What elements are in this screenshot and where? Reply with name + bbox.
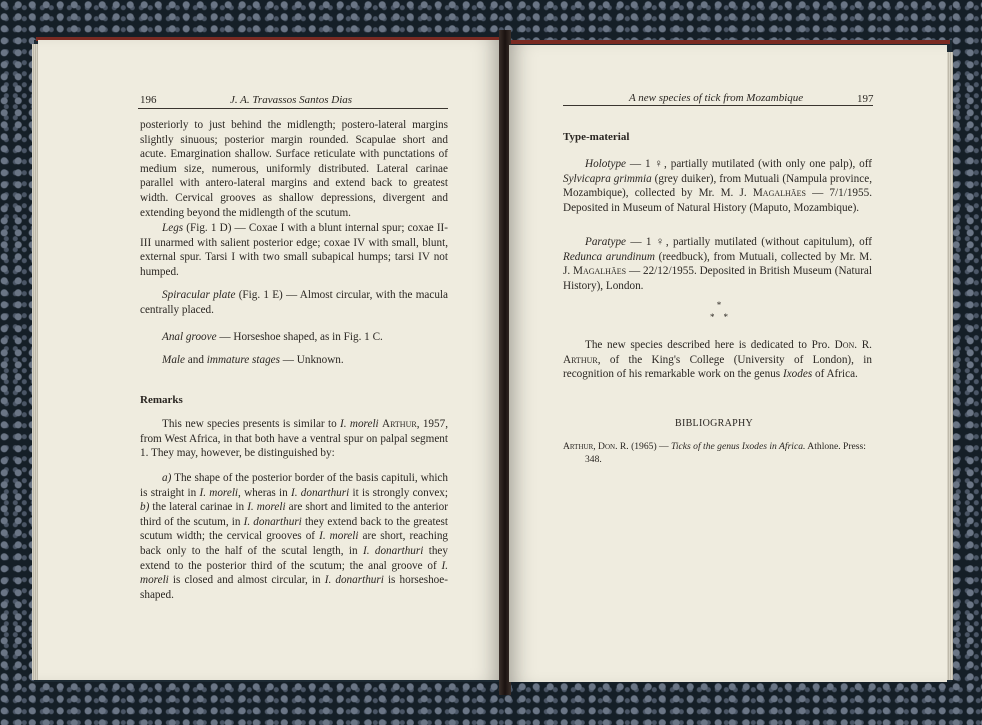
page-number: 197 — [857, 93, 874, 105]
header-rule — [563, 105, 873, 106]
remarks-text-run: I. donarthuri — [324, 574, 384, 587]
remarks-text-run: is closed and almost circular, in — [168, 574, 325, 587]
dedication-text-run: Ixodes — [782, 368, 813, 381]
species-moreli: I. moreli — [340, 418, 379, 430]
asterisk-bottom: * * — [710, 312, 728, 322]
remarks-text-run: they extend to the posterior third of the scutum; the anal groove of — [140, 544, 448, 572]
spiracular-text: (Fig. 1 E) — Almost circular, with the macula centrally placed. — [140, 289, 449, 316]
dedication-text-run: of Africa. — [812, 368, 858, 381]
paratype-paragraph — [563, 235, 872, 293]
remarks-text-run: I. donarthuri — [362, 544, 424, 557]
remarks-p1-a: This new species presents is similar to — [162, 418, 341, 430]
paratype-text-run: — 1 ♀, partially mutilated (without capitulum), off — [626, 236, 872, 248]
cover-left — [0, 0, 34, 725]
bib-text-run: Arthur, Don. R. — [563, 441, 629, 452]
right-page — [509, 45, 947, 682]
remarks-text-run: The shape of the posterior border of the basis capituli, which is straight in — [140, 472, 448, 499]
para-scutum: posteriorly to just behind the midlength; postero-lateral margins slightly sinuous; posterior margin rounded. Scapulae short and acute. Emargination shallow. Surface reticulate with punctations of medium size, numerous, uniformly distributed. Lateral carinae parallel with antero-lateral margins and extend back to greatest width. Cervical grooves as shallow depressions, divergent and extending beyond the midlength of the scutum. — [140, 119, 448, 219]
page-number: 196 — [140, 94, 157, 106]
dedication-text-run: The new species described here is dedicated to Pro. — [585, 339, 835, 351]
dedication-text-run: Don. R. Arthur — [563, 339, 872, 366]
male-label: Male — [162, 354, 185, 366]
remarks-text-run: b) — [140, 501, 150, 514]
author-arthur: Arthur — [381, 418, 417, 430]
running-head: J. A. Travassos Santos Dias — [230, 94, 353, 106]
remarks-text-run: are short, reaching back only to the half of the scutal length, in — [140, 530, 449, 557]
bib-text — [563, 441, 872, 466]
remarks-text-run: the lateral carinae in — [149, 501, 248, 514]
remarks-text-run: , wheras in — [238, 486, 291, 499]
bib-text-run: Athlone. Press: 348. — [585, 441, 866, 465]
remarks-text-run: it is strongly convex; — [349, 486, 449, 499]
remarks-text-run: I. moreli — [319, 530, 359, 543]
male-text: — Unknown. — [279, 354, 344, 366]
legs-text: (Fig. 1 D) — Coxae I with a blunt internal spur; coxae II-III unarmed with salient posterior edge; coxae IV with small, blunt, external spur. Tarsi I with two small subapical humps; tarsi IV not humped. — [140, 222, 448, 278]
bib-text-run: (1965) — — [628, 441, 672, 452]
bibliography-entry — [563, 441, 872, 466]
asterisk-top: * — [716, 300, 722, 310]
remarks-text-run: is horseshoe-shaped. — [140, 574, 448, 601]
remarks-paragraph-1 — [140, 417, 448, 461]
paratype-text-run: — 22/12/1955. Deposited in British Museum (Natural History), London. — [563, 265, 872, 292]
remarks-text-run: I. moreli — [140, 559, 448, 587]
holotype-text-run: Sylvicapra grimmia — [563, 172, 652, 185]
anal-paragraph — [140, 330, 448, 345]
remarks-text-run: they extend back to the greatest scutum width; the cervical grooves of — [140, 515, 448, 543]
remarks-text-run: I. donarthuri — [243, 515, 302, 528]
cover-top — [0, 0, 982, 40]
body-paragraph — [140, 118, 448, 220]
remarks-text-run: I. moreli — [247, 501, 286, 514]
immature-label: immature stages — [206, 354, 280, 366]
paratype-text — [563, 235, 872, 293]
holotype-text-run: Magalhães — [752, 187, 806, 200]
holotype-text — [563, 157, 872, 215]
remarks-text-run: I. donarthuri — [290, 486, 350, 499]
header-rule — [138, 108, 448, 109]
dedication-paragraph — [563, 338, 872, 382]
holotype-paragraph — [563, 157, 872, 215]
paratype-text-run: Paratype — [585, 236, 627, 248]
cover-right — [952, 0, 982, 725]
section-asterisks — [659, 299, 779, 323]
remarks-p2-text — [140, 471, 448, 602]
type-material-heading: Type-material — [563, 131, 630, 143]
dedication-text-run: , of the King's College (University of London), in recognition of his remarkable work on the genus — [563, 353, 872, 381]
male-mid: and — [185, 354, 207, 366]
paratype-text-run: Redunca arundinum — [563, 250, 655, 263]
holotype-text-run: Holotype — [585, 158, 627, 170]
remarks-text-run: are short and limited to the anterior third of the scutum, in — [140, 501, 448, 528]
male-paragraph — [140, 353, 448, 368]
anal-label: Anal groove — [162, 331, 217, 343]
remarks-text-run: a) — [162, 472, 172, 484]
running-head: A new species of tick from Mozambique — [629, 92, 804, 104]
headband-right — [505, 40, 950, 44]
legs-paragraph — [140, 221, 448, 279]
left-page — [38, 40, 500, 680]
dedication-text — [563, 338, 872, 382]
bibliography-heading: BIBLIOGRAPHY — [674, 418, 754, 429]
paratype-text-run: Magalhães — [573, 265, 627, 278]
remarks-text-run: I. moreli — [199, 486, 239, 499]
holotype-text-run: (grey duiker), from Mutuali (Nampula province, Mozambique), collected by Mr. M. J. — [563, 172, 872, 200]
remarks-paragraph-2 — [140, 471, 448, 602]
cover-bottom — [0, 682, 982, 725]
spiracular-label: Spiracular plate — [162, 289, 236, 301]
holotype-text-run: — 1 ♀, partially mutilated (with only one palp), off — [626, 158, 872, 170]
bib-text-run: Ticks of the genus Ixodes in Africa. — [671, 441, 806, 452]
holotype-text-run: — 7/1/1955. Deposited in Museum of Natural History (Maputo, Mozambique). — [563, 187, 872, 214]
spiracular-paragraph — [140, 288, 448, 317]
remarks-p1-b: , 1957, from West Africa, in that both have a ventral spur on palpal segment 1. They may, however, be distinguished by: — [140, 418, 448, 460]
anal-text: — Horseshoe shaped, as in Fig. 1 C. — [216, 331, 383, 343]
paratype-text-run: (reedbuck), from Mutuali, collected by Mr. M. J. — [563, 250, 872, 278]
legs-label: Legs — [162, 222, 184, 234]
remarks-heading: Remarks — [140, 394, 183, 406]
